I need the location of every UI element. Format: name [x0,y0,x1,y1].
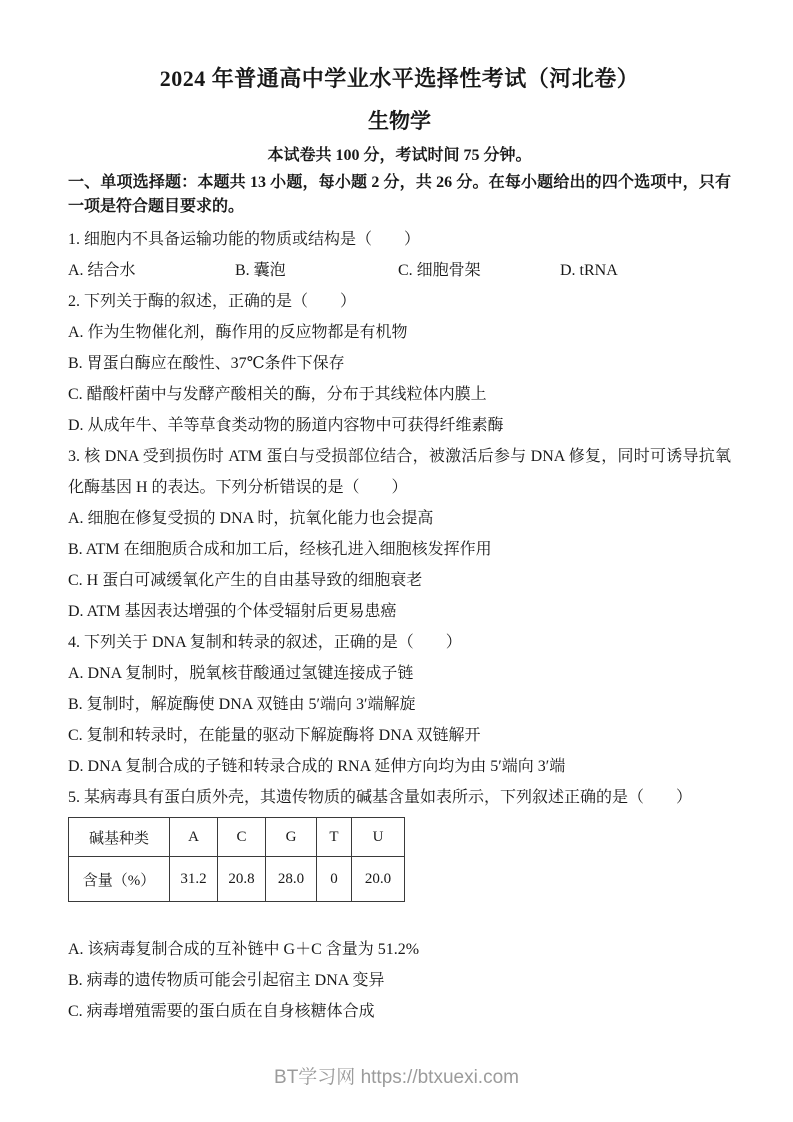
q1-option-c: C. 细胞骨架 [398,262,481,279]
q3-option-b: B. ATM 在细胞质合成和加工后，经核孔进入细胞核发挥作用 [68,541,492,558]
q4-option-a: A. DNA 复制时，脱氧核苷酸通过氢键连接成子链 [68,665,414,682]
page-title: 2024 年普通高中学业水平选择性考试（河北卷） [159,66,640,91]
question-4 [68,627,731,782]
q2-option-a: A. 作为生物催化剂，酶作用的反应物都是有机物 [68,324,408,341]
q5-option-c: C. 病毒增殖需要的蛋白质在自身核糖体合成 [68,1003,375,1020]
watermark-site-name: BT学习网 [274,1067,356,1088]
table-cell-value-c: 20.8 [218,857,266,902]
table-header-row [69,818,405,857]
watermark-url-link[interactable]: https://btxuexi.com [360,1067,519,1088]
q4-option-c: C. 复制和转录时，在能量的驱动下解旋酶将 DNA 双链解开 [68,727,481,744]
q2-option-c: C. 醋酸杆菌中与发酵产酸相关的酶，分布于其线粒体内膜上 [68,386,487,403]
q4-option-b: B. 复制时，解旋酶使 DNA 双链由 5′端向 3′端解旋 [68,696,416,713]
question-1 [68,224,731,286]
q4-option-d: D. DNA 复制合成的子链和转录合成的 RNA 延伸方向均为由 5′端向 3′端 [68,758,566,775]
q2-option-b: B. 胃蛋白酶应在酸性、37℃条件下保存 [68,355,345,372]
q5-stem: 5. 某病毒具有蛋白质外壳，其遗传物质的碱基含量如表所示，下列叙述正确的是（ ） [68,789,693,806]
question-3 [68,441,731,627]
table-cell-base-a: A [170,818,218,857]
question-2 [68,286,731,441]
q1-option-b: B. 囊泡 [235,262,286,279]
table-cell-value-u: 20.0 [352,857,405,902]
table-cell-base-type: 碱基种类 [69,818,170,857]
q2-stem: 2. 下列关于酶的叙述，正确的是（ ） [68,293,357,310]
q1-option-a: A. 结合水 [68,262,136,279]
table-cell-content-label: 含量（%） [69,857,170,902]
table-cell-base-c: C [218,818,266,857]
q1-option-d: D. tRNA [560,262,618,279]
q1-options [68,255,731,286]
section-heading: 一、单项选择题：本题共 13 小题，每小题 2 分，共 26 分。在每小题给出的四个选项中，只有一项是符合题目要求的。 [68,174,731,215]
table-cell-value-t: 0 [317,857,352,902]
base-content-table [68,817,405,902]
q3-option-d: D. ATM 基因表达增强的个体受辐射后更易患癌 [68,603,397,620]
table-value-row [69,857,405,902]
table-cell-base-t: T [317,818,352,857]
table-cell-value-a: 31.2 [170,857,218,902]
q3-option-c: C. H 蛋白可减缓氧化产生的自由基导致的细胞衰老 [68,572,423,589]
q2-option-d: D. 从成年牛、羊等草食类动物的肠道内容物中可获得纤维素酶 [68,417,504,434]
table-cell-base-u: U [352,818,405,857]
table-cell-base-g: G [266,818,317,857]
q5-option-a: A. 该病毒复制合成的互补链中 G＋C 含量为 51.2% [68,941,420,958]
q3-stem: 3. 核 DNA 受到损伤时 ATM 蛋白与受损部位结合，被激活后参与 DNA 修复，同时可诱导抗氧化酶基因 H 的表达。下列分析错误的是（ ） [68,448,731,496]
table-cell-value-g: 28.0 [266,857,317,902]
q1-stem: 1. 细胞内不具备运输功能的物质或结构是（ ） [68,231,421,248]
q5-option-b: B. 病毒的遗传物质可能会引起宿主 DNA 变异 [68,972,385,989]
question-5 [68,782,731,1027]
q3-option-a: A. 细胞在修复受损的 DNA 时，抗氧化能力也会提高 [68,510,434,527]
q4-stem: 4. 下列关于 DNA 复制和转录的叙述，正确的是（ ） [68,634,462,651]
watermark-footer [0,1066,793,1090]
exam-subject: 生物学 [368,109,431,133]
exam-info: 本试卷共 100 分，考试时间 75 分钟。 [267,147,532,164]
